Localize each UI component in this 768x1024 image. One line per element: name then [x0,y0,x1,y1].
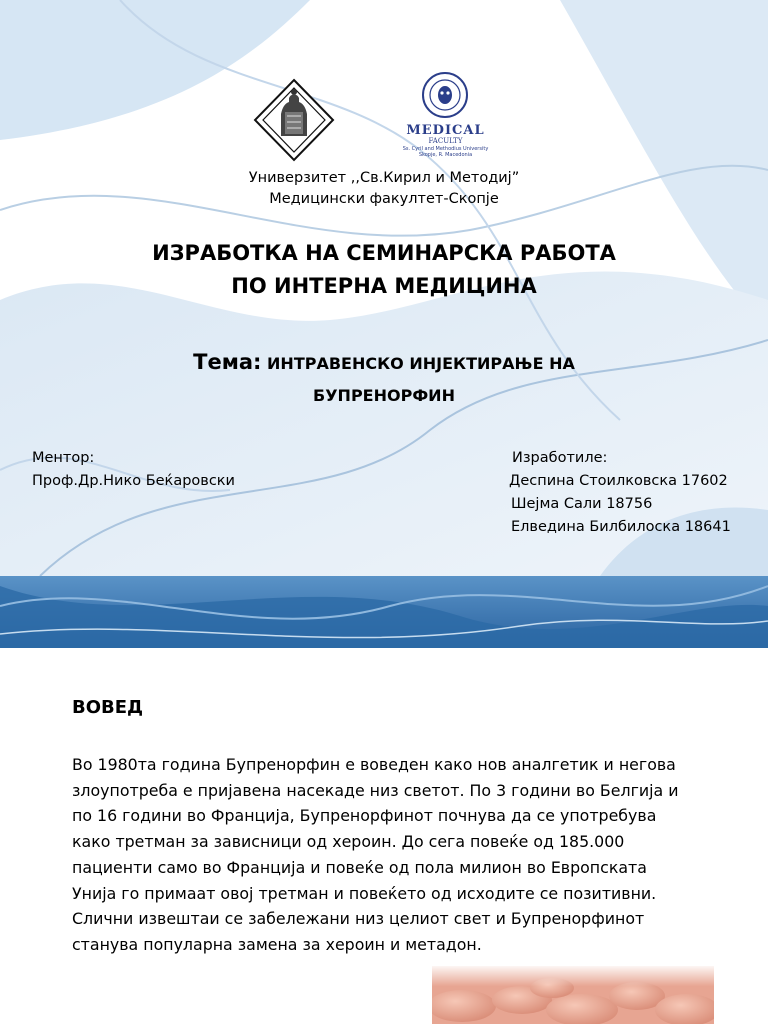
mentor-label: Ментор: [32,450,95,466]
seminar-title [0,237,768,303]
faculty-name: Медицински факултет-Скопје [269,191,499,207]
logo-line-1: Ss. Cyril and Methodius University [402,146,489,152]
logo-line-2: Skopje, R. Macedonia [418,152,473,158]
paragraph-line: по 16 години во Франција, Бупренорфинот почнува да се употребува [72,806,657,826]
topic-line-2: БУПРЕНОРФИН [313,386,455,405]
authors-block [509,447,731,539]
pills-photo [432,966,714,1024]
logo-title: MEDICAL [406,123,485,138]
title-line-1: ИЗРАБОТКА НА СЕМИНАРСКА РАБОТА [152,241,616,265]
topic-label: Тема: [193,350,262,374]
paragraph-line: пациенти само во Франција и повеќе од пола милион во Европската [72,857,647,877]
authors-label: Изработиле: [512,450,608,466]
university-name: Универзитет ,,Св.Кирил и Методиј” [248,170,520,186]
intro-slide [0,576,768,1024]
author-name: Елведина Билбилоска 18641 [511,519,731,535]
author-name: Деспина Стоилковска 17602 [509,473,728,489]
mentor-name: Проф.Др.Нико Беќаровски [32,473,235,489]
medical-faculty-logo [398,70,493,165]
title-line-2: ПО ИНТЕРНА МЕДИЦИНА [231,274,537,298]
paragraph-line: злоупотреба е пријавена насекаде низ светот. По 3 години во Белгија и [72,780,679,800]
university-seal-logo [253,78,335,162]
paragraph-line: станува популарна замена за хероин и метадон. [72,934,482,954]
topic-block [0,346,768,412]
paragraph-line: Слични извештаи се забележани низ целиот свет и Бупренорфинот [72,909,645,929]
intro-paragraph [72,752,732,958]
mentor-block [32,447,235,493]
logo-subtitle: FACULTY [428,137,463,145]
university-block [0,168,768,210]
topic-line-1: ИНТРАВЕНСКО ИНЈЕКТИРАЊЕ НА [267,354,575,373]
medical-emblem-icon [398,70,493,120]
author-name: Шејма Сали 18756 [511,496,653,512]
paragraph-line: како третман за зависници од хероин. До сега повеќе од 185.000 [72,832,625,852]
paragraph-line: Во 1980та година Бупренорфин е воведен како нов аналгетик и негова [72,755,676,774]
paragraph-line: Унија го примаат овој третман и повеќето од исходите се позитивни. [72,883,657,903]
section-heading: ВОВЕД [72,697,144,718]
